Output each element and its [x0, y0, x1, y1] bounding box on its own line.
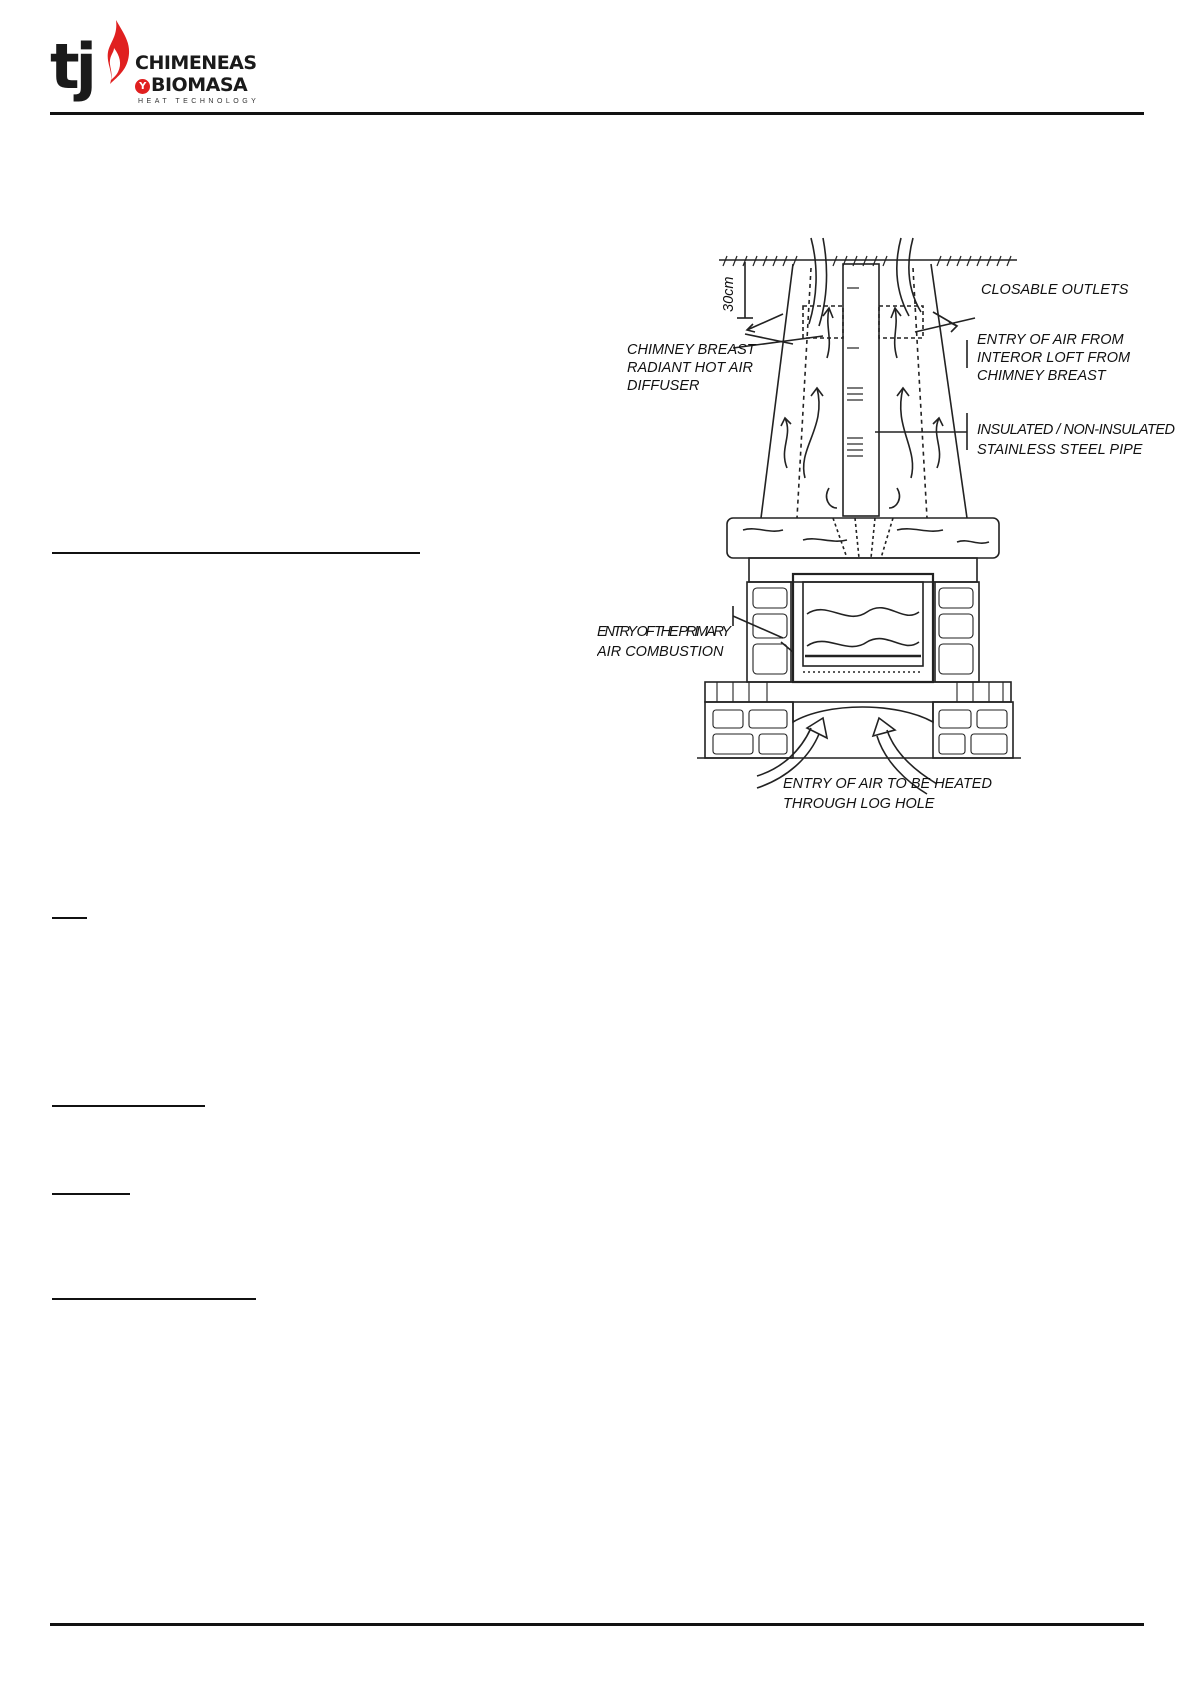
label-heated-air-1: ENTRY OF AIR TO BE HEATED	[783, 776, 992, 792]
logo-line2-text: BIOMASA	[151, 74, 248, 96]
company-logo	[50, 18, 310, 118]
section-heading-rule	[52, 917, 87, 919]
logo-mark: tj	[50, 30, 93, 103]
label-chimney-breast-3: DIFFUSER	[627, 378, 700, 394]
label-pipe-1: INSULATED / NON-INSULATED	[977, 422, 1175, 438]
height-marker-label: 30cm	[721, 276, 737, 312]
label-pipe-2: STAINLESS STEEL PIPE	[977, 442, 1143, 458]
footer-rule	[50, 1623, 1144, 1626]
flame-icon	[94, 18, 134, 88]
label-entry-air-loft-3: CHIMNEY BREAST	[977, 368, 1106, 384]
label-primary-air-1: ENTRY OF THE PRIMARY	[597, 624, 731, 640]
label-chimney-breast-2: RADIANT HOT AIR	[627, 360, 753, 376]
label-entry-air-loft-2: INTEROR LOFT FROM	[977, 350, 1131, 366]
header-rule	[50, 112, 1144, 115]
logo-connector: Y	[135, 79, 150, 94]
label-entry-air-loft-1: ENTRY OF AIR FROM	[977, 332, 1124, 348]
label-heated-air-2: THROUGH LOG HOLE	[783, 796, 935, 812]
label-primary-air-2: AIR COMBUSTION	[597, 644, 724, 660]
logo-line2	[135, 74, 247, 96]
label-chimney-breast-1: CHIMNEY BREAST	[627, 342, 756, 358]
section-heading-rule	[52, 1105, 205, 1107]
logo-line1: CHIMENEAS	[135, 52, 257, 74]
logo-tagline: HEAT TECHNOLOGY	[138, 98, 260, 105]
fireplace-airflow-diagram	[597, 228, 1183, 828]
label-closable-outlets: CLOSABLE OUTLETS	[981, 282, 1129, 298]
section-heading-rule	[52, 552, 420, 554]
diagram-svg	[597, 228, 1183, 828]
section-heading-rule	[52, 1298, 256, 1300]
section-heading-rule	[52, 1193, 130, 1195]
